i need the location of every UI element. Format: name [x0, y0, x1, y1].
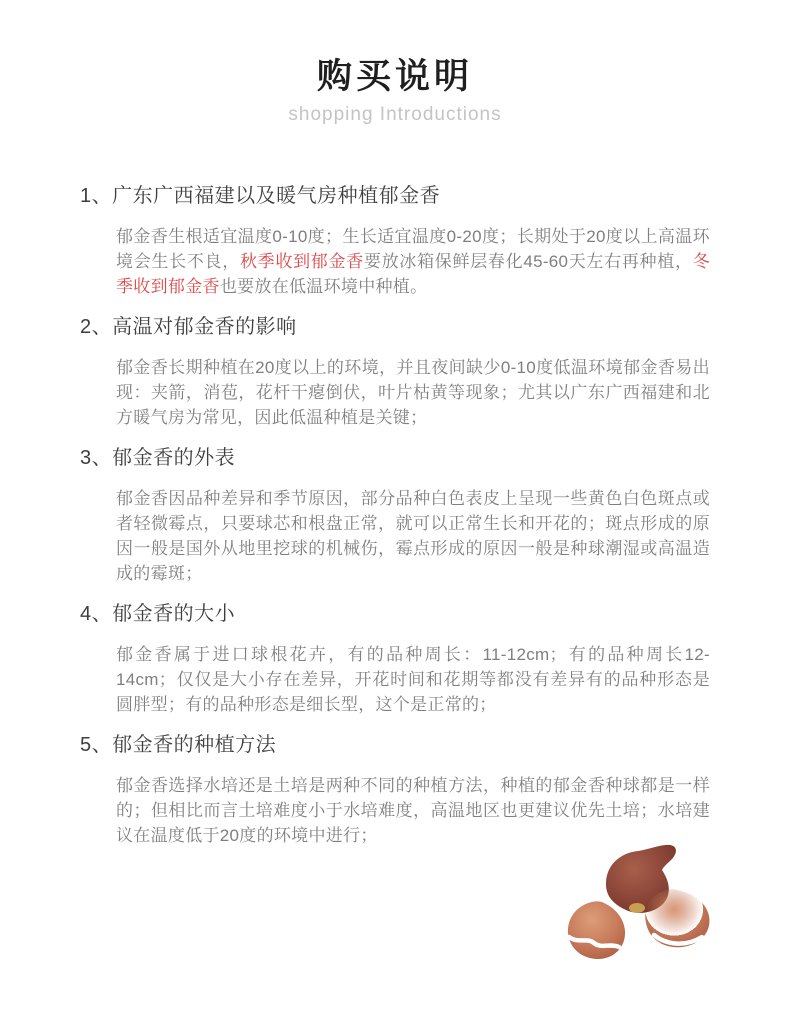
- section-body: [116, 224, 710, 299]
- page-subtitle: shopping Introductions: [288, 104, 502, 125]
- section-body: [116, 773, 710, 848]
- section: [80, 600, 710, 717]
- section-body: [116, 355, 710, 430]
- page-header: [0, 0, 790, 126]
- bulb-sprout: [629, 903, 645, 913]
- section-body: [116, 486, 710, 586]
- body-text: 也要放在低温环境中种植。: [219, 277, 428, 296]
- section-heading: 5、郁金香的种植方法: [80, 734, 277, 756]
- bulb-left: [568, 901, 625, 959]
- section-heading: 3、郁金香的外表: [80, 447, 236, 469]
- section-heading: 4、郁金香的大小: [80, 603, 236, 625]
- sections-list: [0, 182, 790, 848]
- body-text: 郁金香因品种差异和季节原因，部分品种白色表皮上呈现一些黄色白色斑点或者轻微霉点，只要球芯和根盘正常，就可以正常生长和开花的；斑点形成的原因一般是国外从地里挖球的机械伤，霉点形成的原因一般是种球潮湿或高温造成的霉斑；: [116, 489, 710, 583]
- highlighted-text: 秋季收到郁金香: [239, 252, 364, 271]
- highlighted-text: 冬季收到郁金香: [116, 252, 710, 296]
- section-body: [116, 642, 710, 717]
- body-text: 郁金香属于进口球根花卉，有的品种周长：11-12cm；有的品种周长12-14cm；仅仅是大小存在差异，开花时间和花期等都没有差异有的品种形态是圆胖型；有的品种形态是细长型，这个是正常的；: [116, 645, 710, 714]
- page-title: 购买说明: [316, 57, 473, 96]
- section: [80, 444, 710, 586]
- body-text: 郁金香生根适宜温度0-10度；生长适宜温度0-20度；长期处于20度以上高温环境会生长不良，: [116, 227, 710, 271]
- body-text: 郁金香长期种植在20度以上的环境，并且夜间缺少0-10度低温环境郁金香易出现：夹箭，消苞，花杆干瘪倒伏，叶片枯黄等现象；尤其以广东广西福建和北方暖气房为常见，因此低温种植是关键；: [116, 358, 710, 427]
- section-heading: 1、广东广西福建以及暖气房种植郁金香: [80, 185, 441, 207]
- section: [80, 731, 710, 848]
- section-heading: 2、高温对郁金香的影响: [80, 316, 297, 338]
- body-text: 要放冰箱保鲜层春化45-60天左右再种植，: [363, 252, 693, 271]
- section: [80, 182, 710, 299]
- section: [80, 313, 710, 430]
- tulip-bulbs-photo: [558, 840, 734, 980]
- body-text: 郁金香选择水培还是土培是两种不同的种植方法，种植的郁金香种球都是一样的；但相比而言土培难度小于水培难度，高温地区也更建议优先土培；水培建议在温度低于20度的环境中进行；: [116, 776, 710, 845]
